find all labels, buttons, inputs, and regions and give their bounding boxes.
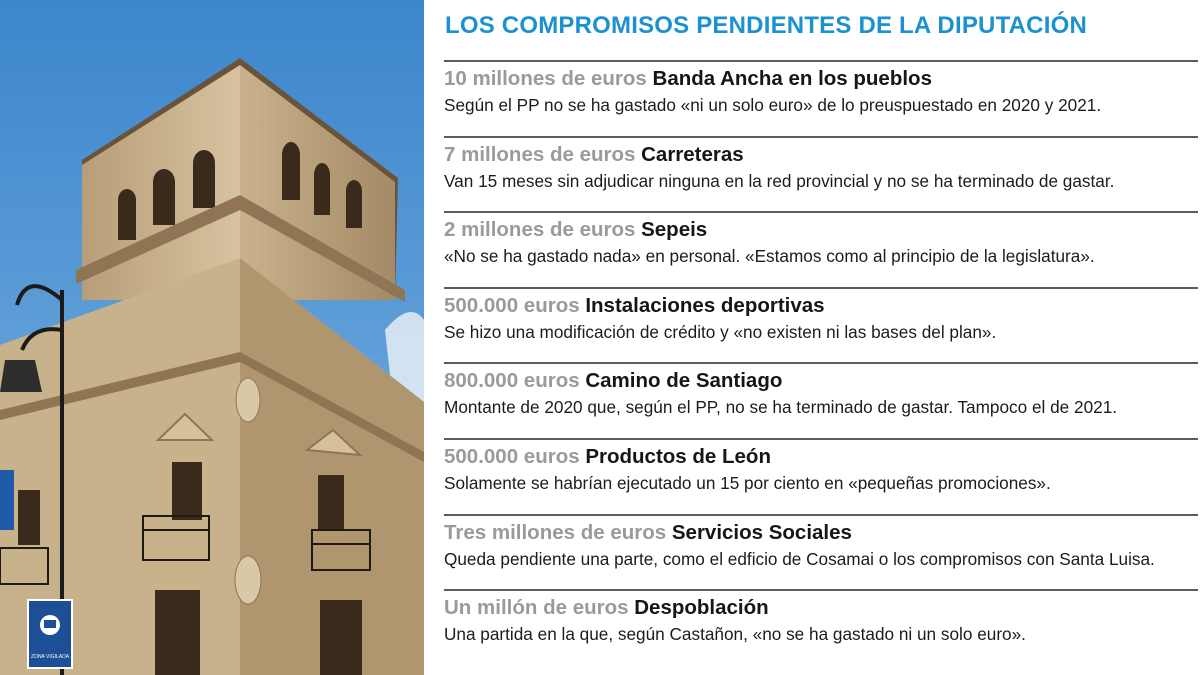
building-photo xyxy=(0,0,424,675)
item-amount: 2 millones de euros xyxy=(444,218,636,242)
item-amount: Tres millones de euros xyxy=(444,520,667,544)
item-description: Según el PP no se ha gastado «ni un solo euro» de lo preuspuestado en 2020 y 2021. xyxy=(444,95,1102,115)
sign-label: ZONA VIGILADA xyxy=(31,654,70,660)
item-description: Se hizo una modificación de crédito y «no existen ni las bases del plan». xyxy=(444,321,997,342)
item-amount: 800.000 euros xyxy=(444,369,580,393)
item-topic: Banda Ancha en los pueblos xyxy=(652,67,932,90)
item-heading xyxy=(444,217,1198,242)
item-topic: Servicios Sociales xyxy=(671,520,852,544)
info-panel xyxy=(424,0,1200,675)
item-description: Solamente se habrían ejecutado un 15 por ciento en «pequeñas promociones». xyxy=(444,472,1051,493)
list-item xyxy=(444,136,1198,212)
item-heading xyxy=(444,444,1198,469)
list-item xyxy=(444,211,1198,287)
item-topic: Sepeis xyxy=(641,218,708,242)
item-heading xyxy=(444,520,1198,545)
list-item xyxy=(444,514,1198,590)
item-topic: Productos de León xyxy=(585,444,771,468)
item-description: Queda pendiente una parte, como el edficio de Cosamai o los compromisos con Santa Luisa. xyxy=(444,548,1155,569)
item-heading xyxy=(444,595,1198,620)
item-topic: Despoblación xyxy=(634,596,769,620)
item-topic: Carreteras xyxy=(641,142,744,166)
list-item xyxy=(444,60,1198,136)
item-heading xyxy=(444,293,1198,318)
list-item xyxy=(444,362,1198,438)
item-topic: Camino de Santiago xyxy=(585,369,783,393)
item-amount: 500.000 euros xyxy=(444,293,580,317)
item-description: Van 15 meses sin adjudicar ninguna en la red provincial y no se ha terminado de gastar. xyxy=(444,170,1115,191)
list-item xyxy=(444,438,1198,514)
item-heading xyxy=(444,368,1198,393)
item-heading xyxy=(444,142,1198,167)
commitments-list xyxy=(444,60,1198,665)
item-description: Montante de 2020 que, según el PP, no se ha terminado de gastar. Tampoco el de 2021. xyxy=(444,397,1118,418)
panel-title: LOS COMPROMISOS PENDIENTES DE LA DIPUTACIÓN xyxy=(445,12,1087,39)
item-amount: 500.000 euros xyxy=(444,444,580,468)
item-amount: 7 millones de euros xyxy=(444,142,636,166)
item-amount: Un millón de euros xyxy=(444,596,629,620)
item-heading xyxy=(444,66,1198,91)
list-item xyxy=(444,287,1198,363)
item-topic: Instalaciones deportivas xyxy=(585,293,825,317)
item-description: «No se ha gastado nada» en personal. «Estamos como al principio de la legislatura». xyxy=(444,246,1095,267)
item-amount: 10 millones de euros xyxy=(444,67,647,90)
item-description: Una partida en la que, según Castañon, «no se ha gastado ni un solo euro». xyxy=(444,624,1026,645)
list-item xyxy=(444,589,1198,665)
